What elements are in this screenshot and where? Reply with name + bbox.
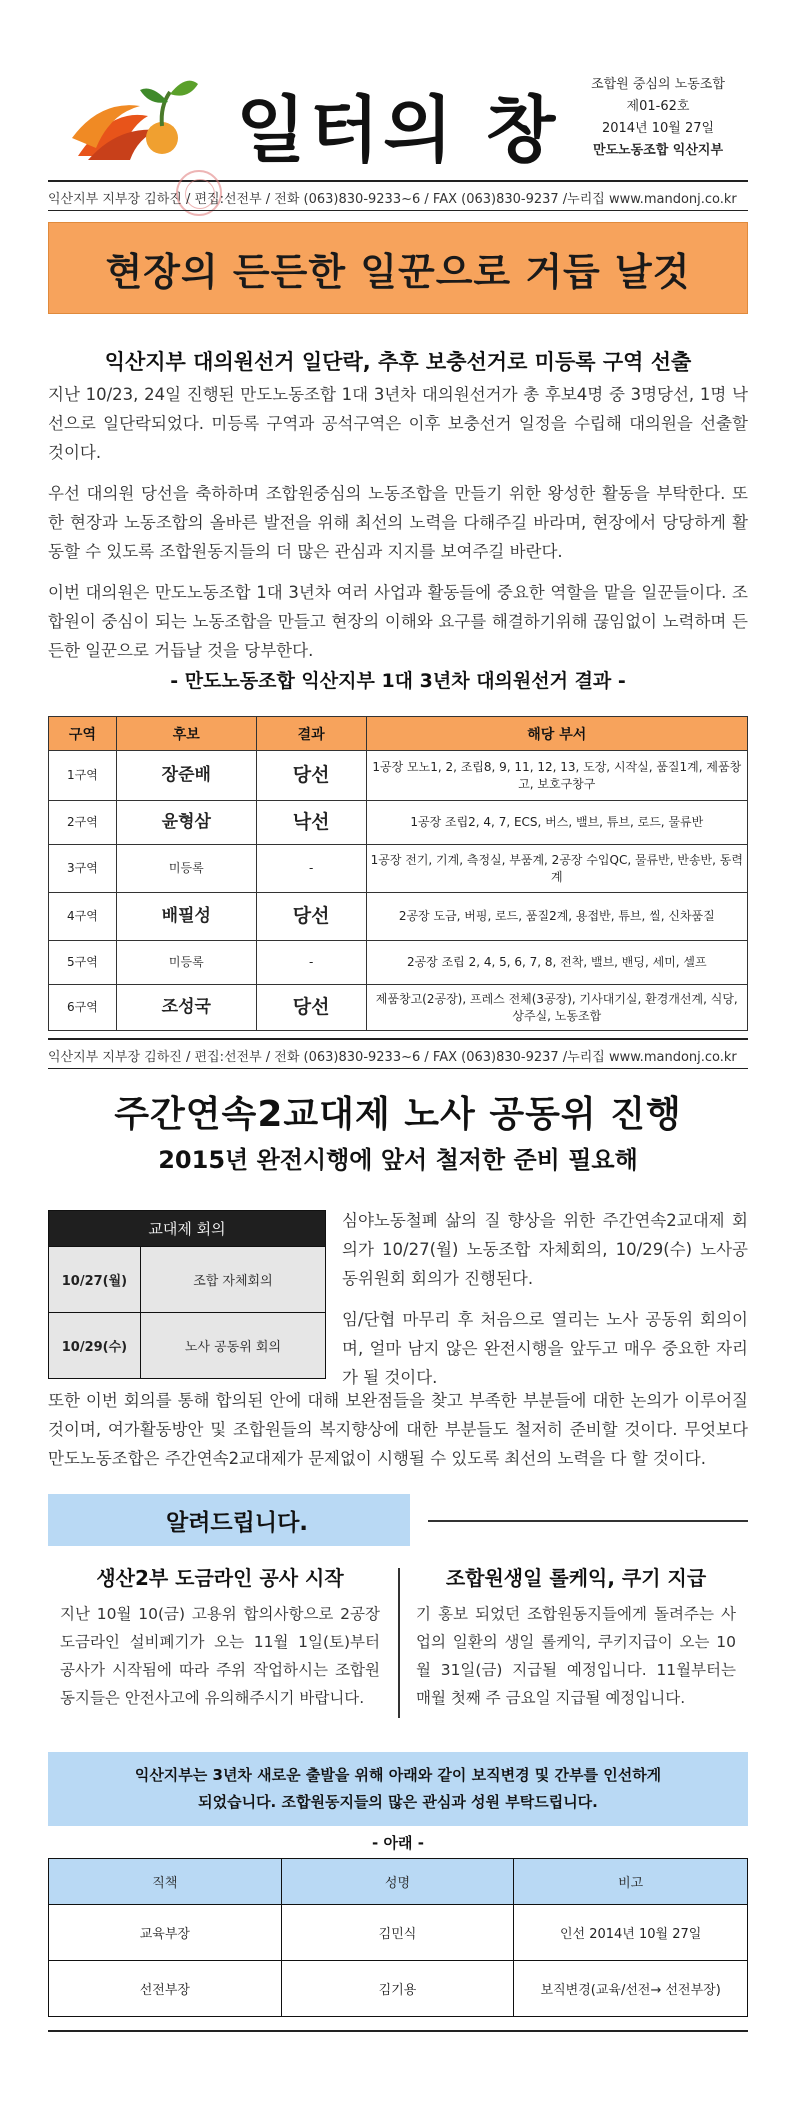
article1-headline: 익산지부 대의원선거 일단락, 추후 보충선거로 미등록 구역 선출 <box>104 350 692 374</box>
candidate-cell: 조성국 <box>116 985 256 1031</box>
staff-note-cell: 인선 2014년 10월 27일 <box>514 1905 748 1961</box>
zone-cell: 5구역 <box>49 941 117 985</box>
candidate-cell: 미등록 <box>116 941 256 985</box>
result-cell: 낙선 <box>256 801 366 845</box>
meeting-date-cell: 10/29(수) <box>49 1313 141 1379</box>
article1-body <box>48 380 748 677</box>
dept-cell: 2공장 도금, 버핑, 로드, 품질2계, 용접반, 튜브, 씰, 신차품질 <box>366 893 747 941</box>
shift-meeting-table <box>48 1210 326 1379</box>
contact-line-2: 익산지부 지부장 김하진 / 편집:선전부 / 전화 (063)830-9233~6 / FAX (063)830-9237 /누리집 www.mandonj.co.kr <box>48 1050 737 1065</box>
article2-subheadline: 2015년 완전시행에 앞서 철저한 준비 필요해 <box>158 1146 638 1174</box>
notice-left-text: 지난 10월 10(금) 고용위 합의사항으로 2공장 도금라인 설비폐기가 오는 11월 1일(토)부터 공사가 시작됨에 따라 주위 작업하시는 조합원동지들은 안전사고에 유의해주시기 바랍니다. <box>60 1605 380 1707</box>
results-title: - 만도노동조합 익산지부 1대 3년차 대의원선거 결과 - <box>170 670 626 692</box>
issue-slogan: 조합원 중심의 노동조합 <box>591 77 725 92</box>
zone-cell: 3구역 <box>49 845 117 893</box>
article1-paragraph-2: 우선 대의원 당선을 축하하며 조합원중심의 노동조합을 만들기 위한 왕성한 활동을 부탁한다. 또한 현장과 노동조합의 올바른 발전을 위해 최선의 노력을 다해주길 바라며, 현장에서 당당하게 활동할 수 있도록 조합원동지들의 더 많은 관심과 지지를 보여주길 바란다. <box>48 484 748 561</box>
dept-cell: 1공장 모노1, 2, 조립8, 9, 11, 12, 13, 도장, 시작실, 품질1계, 제품창고, 보호구창구 <box>366 751 747 801</box>
staff-note-cell: 보직변경(교육/선전→ 선전부장) <box>514 1961 748 2017</box>
table-row <box>49 1247 326 1313</box>
issue-date: 2014년 10월 27일 <box>601 121 715 136</box>
masthead-title: 일터의 창 <box>236 88 560 172</box>
staff-name-cell: 김민식 <box>281 1905 514 1961</box>
below-label: - 아래 - <box>372 1834 424 1852</box>
results-header-zone: 구역 <box>49 717 117 751</box>
notice-right-heading: 조합원생일 롤케익, 쿠기 지급 <box>445 1566 707 1590</box>
staff-role-cell: 교육부장 <box>49 1905 282 1961</box>
footer-rule <box>48 2030 748 2032</box>
meeting-table-title: 교대제 회의 <box>49 1211 326 1247</box>
result-cell: - <box>256 845 366 893</box>
table-row <box>49 845 748 893</box>
meeting-header-row <box>49 1211 326 1247</box>
notice-rule <box>428 1520 748 1522</box>
issue-publisher: 만도노동조합 익산지부 <box>592 143 724 158</box>
contact-rule-2 <box>48 1068 748 1069</box>
results-header-dept: 해당 부서 <box>366 717 747 751</box>
staff-name-cell: 김기용 <box>281 1961 514 2017</box>
candidate-cell: 장준배 <box>116 751 256 801</box>
staff-header-note: 비고 <box>514 1859 748 1905</box>
result-cell: 당선 <box>256 893 366 941</box>
article1-paragraph-1: 지난 10/23, 24일 진행된 만도노동조합 1대 3년차 대의원선거가 총 후보4명 중 3명당선, 1명 낙선으로 일단락되었다. 미등록 구역과 공석구역은 이후 보충선거 일정을 수립해 대의원을 선출할 것이다. <box>48 385 748 462</box>
staff-announcement-line-2: 되었습니다. 조합원동지들의 많은 관심과 성원 부탁드립니다. <box>198 1793 598 1811</box>
results-header-result: 결과 <box>256 717 366 751</box>
meeting-name-cell: 조합 자체회의 <box>140 1247 325 1313</box>
result-cell: - <box>256 941 366 985</box>
issue-number: 제01-62호 <box>626 99 690 114</box>
result-cell: 당선 <box>256 751 366 801</box>
dept-cell: 2공장 조립 2, 4, 5, 6, 7, 8, 전착, 밸브, 밴딩, 세미, 셀프 <box>366 941 747 985</box>
notice-left-heading: 생산2부 도금라인 공사 시작 <box>96 1566 344 1590</box>
notice-column-divider <box>398 1568 400 1718</box>
table-row <box>49 1905 748 1961</box>
notice-title: 알려드립니다. <box>48 1494 410 1546</box>
article2-full-paragraph: 또한 이번 회의를 통해 합의된 안에 대해 보완점들을 찾고 부족한 부분들에 대한 논의가 이루어질 것이며, 여가활동방안 및 조합원들의 복지향상에 대한 부분들도 철저히 준비할 것이다. 무엇보다 만도노동조합은 주간연속2교대제가 문제없이 시행될 수 있도록 최선의 노력을 다 할 것이다. <box>48 1391 748 1468</box>
results-header-candidate: 후보 <box>116 717 256 751</box>
article2-right-text <box>342 1206 748 1404</box>
table-row <box>49 801 748 845</box>
table-row <box>49 985 748 1031</box>
staff-header-role: 직책 <box>49 1859 282 1905</box>
dept-cell: 1공장 전기, 기계, 측정실, 부품계, 2공장 수입QC, 물류반, 반송반, 동력계 <box>366 845 747 893</box>
contact-rule <box>48 210 748 211</box>
meeting-date-cell: 10/27(월) <box>49 1247 141 1313</box>
election-results-table <box>48 716 748 1031</box>
staff-header-name: 성명 <box>281 1859 514 1905</box>
header-rule <box>48 180 748 182</box>
zone-cell: 2구역 <box>49 801 117 845</box>
candidate-cell: 윤형삼 <box>116 801 256 845</box>
result-cell: 당선 <box>256 985 366 1031</box>
zone-cell: 6구역 <box>49 985 117 1031</box>
candidate-cell: 미등록 <box>116 845 256 893</box>
staff-announcement-box <box>48 1752 748 1826</box>
banner-headline: 현장의 든든한 일꾼으로 거듭 날것 <box>48 222 748 314</box>
table-row <box>49 1961 748 2017</box>
table-row <box>49 751 748 801</box>
dept-cell: 제품창고(2공장), 프레스 전체(3공장), 기사대기실, 환경개선계, 식당, 상주실, 노동조합 <box>366 985 747 1031</box>
staff-header-row <box>49 1859 748 1905</box>
results-header-row <box>49 717 748 751</box>
staff-role-cell: 선전부장 <box>49 1961 282 2017</box>
staff-announcement-line-1: 익산지부는 3년차 새로운 출발을 위해 아래와 같이 보직변경 및 간부를 인선하게 <box>134 1766 662 1784</box>
union-logo <box>70 68 200 163</box>
article2-paragraph-2: 임/단협 마무리 후 처음으로 열리는 노사 공동위 회의이며, 얼마 남지 않은 완전시행을 앞두고 매우 중요한 자리가 될 것이다. <box>342 1310 748 1387</box>
dept-cell: 1공장 조립2, 4, 7, ECS, 버스, 밸브, 튜브, 로드, 물류반 <box>366 801 747 845</box>
article2-paragraph-1: 심야노동철폐 삶의 질 향상을 위한 주간연속2교대제 회의가 10/27(월) 노동조합 자체회의, 10/29(수) 노사공동위원회 회의가 진행된다. <box>342 1211 748 1288</box>
meeting-name-cell: 노사 공동위 회의 <box>140 1313 325 1379</box>
notice-right-text: 기 홍보 되었던 조합원동지들에게 돌려주는 사업의 일환의 생일 롤케익, 쿠키지급이 오는 10월 31일(금) 지급될 예정입니다. 11월부터는 매월 첫째 주 금요일 지급될 예정입니다. <box>416 1605 736 1707</box>
issue-info <box>548 74 768 162</box>
table-row <box>49 941 748 985</box>
zone-cell: 1구역 <box>49 751 117 801</box>
article2-headline: 주간연속2교대제 노사 공동위 진행 <box>114 1094 682 1135</box>
section-rule <box>48 1038 748 1040</box>
zone-cell: 4구역 <box>49 893 117 941</box>
contact-line: 익산지부 지부장 김하진 / 편집:선전부 / 전화 (063)830-9233~6 / FAX (063)830-9237 /누리집 www.mandonj.co.kr <box>48 192 737 207</box>
table-row <box>49 1313 326 1379</box>
article1-paragraph-3: 이번 대의원은 만도노동조합 1대 3년차 여러 사업과 활동들에 중요한 역할을 맡을 일꾼들이다. 조합원이 중심이 되는 노동조합을 만들고 현장의 이해와 요구를 해결하기위해 끊임없이 노력하며 든든한 일꾼으로 거듭날 것을 당부한다. <box>48 583 748 660</box>
table-row <box>49 893 748 941</box>
staff-table <box>48 1858 748 2017</box>
candidate-cell: 배필성 <box>116 893 256 941</box>
